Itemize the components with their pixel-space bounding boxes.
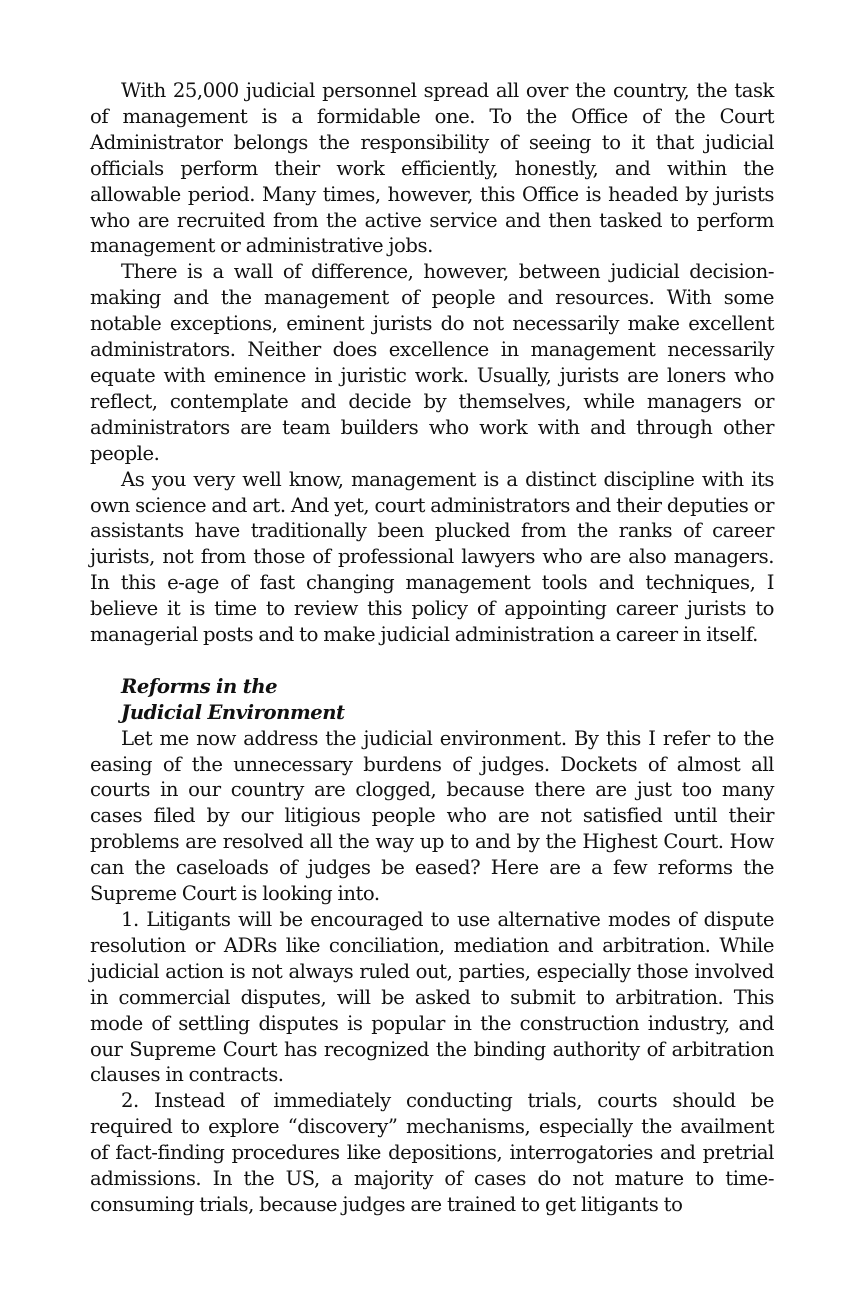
body-paragraph: With 25,000 judicial personnel spread all over the country, the task of management is a formidable one. To the Office of the Court Administrator belongs the responsibility of seeing to it that judicial officials perform their work efficiently, honestly, and within the allowable period. Many times, however, this Office is headed by jurists who are recruited from the active service and then tasked to perform management or administrative jobs. [90,79,774,258]
body-paragraph: As you very well know, management is a distinct discipline with its own science and art. And yet, court administrators and their deputies or assistants have traditionally been plucked from the ranks of career jurists, not from those of professional lawyers who are also managers. In this e-age of fast changing management tools and techniques, I believe it is time to review this policy of appointing career jurists to managerial posts and to make judicial administration a career in itself. [90,467,774,647]
section-heading-line-2: Judicial Environment [121,700,345,724]
body-paragraph: There is a wall of difference, however, between judicial decision-making and the management of people and resources. With some notable exceptions, eminent jurists do not necessarily make excellent administrators. Neither does excellence in management necessarily equate with eminence in juristic work. Usually, jurists are loners who reflect, contemplate and decide by themselves, while managers or administrators are team builders who work with and through other people. [90,260,774,465]
section-heading [90,674,774,726]
body-paragraph: Let me now address the judicial environment. By this I refer to the easing of the unnecessary burdens of judges. Dockets of almost all courts in our country are clogged, because there are just too many cases filed by our litigious people who are not satisfied until their problems are resolved all the way up to and by the Highest Court. How can the caseloads of judges be eased? Here are a few reforms the Supreme Court is looking into. [90,726,774,906]
document-page [90,78,774,1218]
body-paragraph: 1. Litigants will be encouraged to use alternative modes of dispute resolution or ADRs like conciliation, mediation and arbitration. While judicial action is not always ruled out, parties, especially those involved in commercial disputes, will be asked to submit to arbitration. This mode of settling disputes is popular in the construction industry, and our Supreme Court has recognized the binding authority of arbitration clauses in contracts. [90,907,774,1087]
body-paragraph: 2. Instead of immediately conducting trials, courts should be required to explore “discovery” mechanisms, especially the availment of fact-finding procedures like depositions, interrogatories and pretrial admissions. In the US, a majority of cases do not mature to time-consuming trials, because judges are trained to get litigants to [90,1089,774,1216]
section-heading-line-1: Reforms in the [121,674,278,698]
section-spacer [90,648,774,674]
